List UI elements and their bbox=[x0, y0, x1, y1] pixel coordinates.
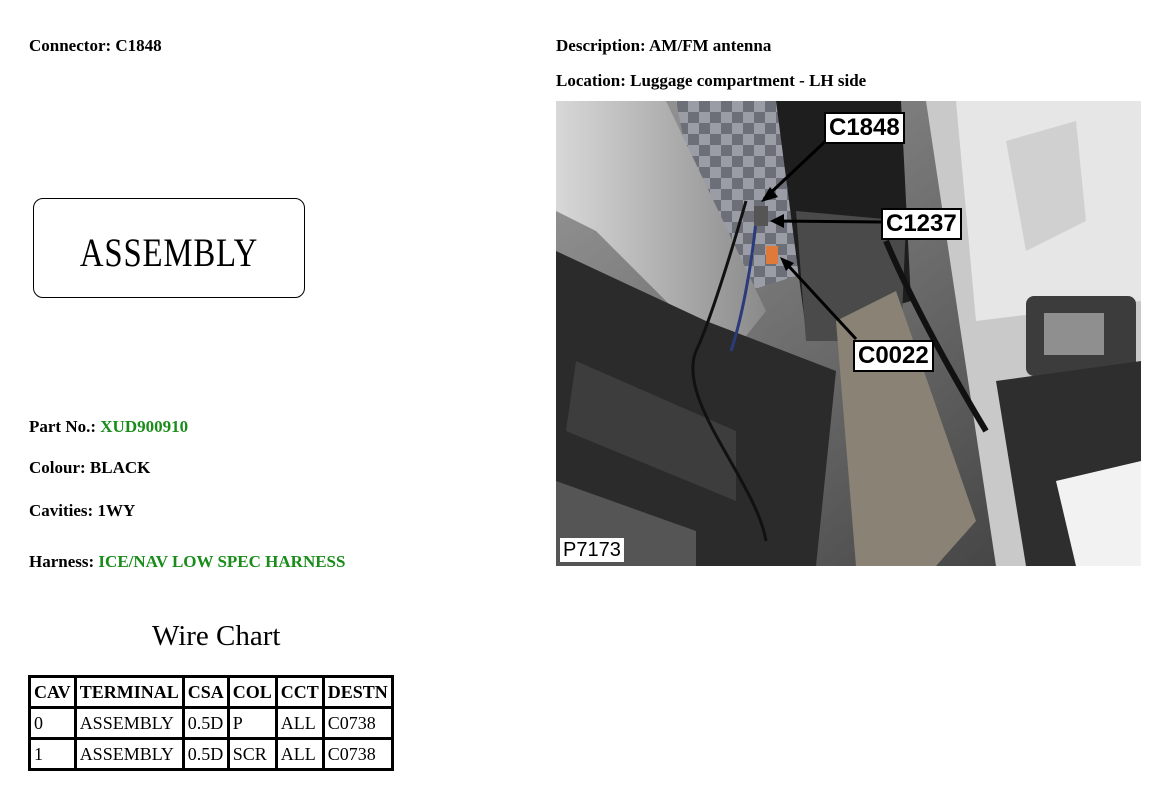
harness-line bbox=[29, 552, 345, 572]
cell-terminal: ASSEMBLY bbox=[77, 709, 182, 737]
callout-c0022: C0022 bbox=[853, 340, 934, 372]
cell-terminal: ASSEMBLY bbox=[77, 740, 182, 768]
part-no-label: Part No.: bbox=[29, 417, 97, 436]
callout-c1237: C1237 bbox=[881, 208, 962, 240]
header-cav: CAV bbox=[31, 678, 74, 706]
table-row bbox=[31, 740, 391, 768]
cell-destn: C0738 bbox=[325, 709, 391, 737]
location-label: Location: bbox=[556, 71, 626, 90]
cell-cav: 1 bbox=[31, 740, 74, 768]
cell-csa: 0.5D bbox=[185, 740, 227, 768]
cell-cct: ALL bbox=[278, 740, 322, 768]
colour-label: Colour: bbox=[29, 458, 86, 477]
cavities-line bbox=[29, 501, 135, 521]
cell-col: P bbox=[230, 709, 275, 737]
connector-value: C1848 bbox=[115, 36, 162, 55]
header-cct: CCT bbox=[278, 678, 322, 706]
photo-illustration bbox=[556, 101, 1141, 566]
photo-number: P7173 bbox=[560, 538, 624, 562]
orange-connector bbox=[766, 246, 778, 264]
cavities-value: 1WY bbox=[97, 501, 136, 520]
assembly-image-box bbox=[33, 198, 305, 298]
cell-col: SCR bbox=[230, 740, 275, 768]
wire-chart-title: Wire Chart bbox=[152, 620, 281, 652]
table-row bbox=[31, 709, 391, 737]
cell-destn: C0738 bbox=[325, 740, 391, 768]
cell-csa: 0.5D bbox=[185, 709, 227, 737]
description-line bbox=[556, 36, 771, 56]
cell-cct: ALL bbox=[278, 709, 322, 737]
cell-cav: 0 bbox=[31, 709, 74, 737]
connector-label: Connector: bbox=[29, 36, 112, 55]
location-value: Luggage compartment - LH side bbox=[630, 71, 867, 90]
location-photo bbox=[556, 101, 1141, 566]
wire-chart-table bbox=[28, 675, 394, 771]
header-terminal: TERMINAL bbox=[77, 678, 182, 706]
description-label: Description: bbox=[556, 36, 646, 55]
part-no-line bbox=[29, 417, 188, 437]
description-value: AM/FM antenna bbox=[649, 36, 772, 55]
callout-c1848: C1848 bbox=[824, 112, 905, 144]
colour-value: BLACK bbox=[89, 458, 151, 477]
harness-label: Harness: bbox=[29, 552, 95, 571]
connector-line bbox=[29, 36, 162, 56]
header-destn: DESTN bbox=[325, 678, 391, 706]
assembly-text: ASSEMBLY bbox=[79, 230, 259, 275]
location-line bbox=[556, 71, 866, 91]
header-col: COL bbox=[230, 678, 275, 706]
part-no-link[interactable]: XUD900910 bbox=[100, 417, 189, 436]
cavities-label: Cavities: bbox=[29, 501, 94, 520]
colour-line bbox=[29, 458, 150, 478]
wire-chart-header-row bbox=[31, 678, 391, 706]
header-csa: CSA bbox=[185, 678, 227, 706]
harness-link[interactable]: ICE/NAV LOW SPEC HARNESS bbox=[98, 552, 346, 571]
